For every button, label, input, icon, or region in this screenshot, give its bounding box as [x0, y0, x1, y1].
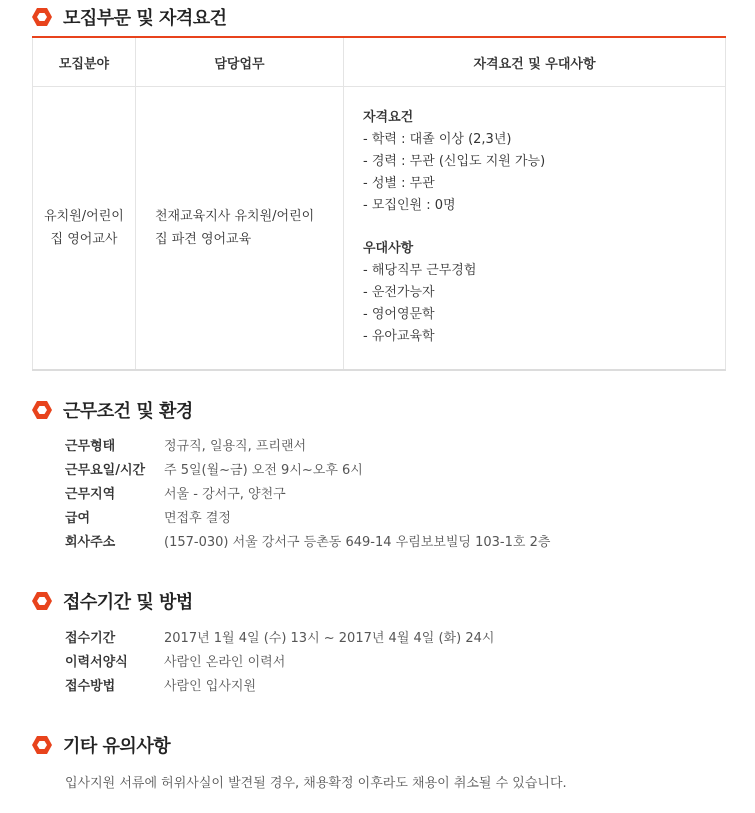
- item-label: 근무지역: [65, 486, 116, 502]
- recruit-table: [32, 36, 726, 371]
- field-cell: [33, 87, 136, 371]
- section-title-etc: [32, 733, 170, 757]
- item-value: (157-030) 서울 강서구 등촌동 649-14 우림보보빌딩 103-1호 2층: [164, 534, 551, 550]
- list-item: [65, 432, 550, 456]
- list-item: - 해당직무 근무경험: [363, 263, 477, 278]
- item-label: 접수방법: [65, 678, 116, 694]
- preferences-heading: 우대사항: [363, 241, 414, 256]
- list-item: - 영어영문학: [363, 307, 435, 322]
- hexagon-bullet-icon: [32, 592, 52, 610]
- item-value: 면접후 결정: [164, 510, 231, 526]
- duty-line: 집 파견 영어교육: [155, 232, 252, 247]
- list-item: [65, 624, 494, 648]
- header-duty: 담당업무: [136, 37, 344, 87]
- hexagon-bullet-icon: [32, 401, 52, 419]
- hexagon-bullet-icon: [32, 8, 52, 26]
- list-item: - 경력 : 무관 (신입도 지원 가능): [363, 154, 546, 169]
- item-label: 이력서양식: [65, 654, 128, 670]
- list-item: [65, 504, 550, 528]
- item-label: 접수기간: [65, 630, 116, 646]
- qualifications-cell: [344, 87, 726, 371]
- section-heading: 기타 유의사항: [63, 736, 171, 757]
- notice-text: 입사지원 서류에 허위사실이 발견될 경우, 채용확정 이후라도 채용이 취소될 수 있습니다.: [65, 776, 567, 791]
- list-item: - 유아교육학: [363, 329, 435, 344]
- section-heading: 접수기간 및 방법: [63, 592, 193, 613]
- item-value: 사람인 입사지원: [164, 678, 257, 694]
- item-label: 회사주소: [65, 534, 116, 550]
- duty-line: 천재교육지사 유치원/어린이: [155, 209, 315, 224]
- section-title-recruit: [32, 5, 227, 29]
- item-value: 서울 - 강서구, 양천구: [164, 486, 286, 502]
- spacer: [363, 217, 707, 238]
- list-item: [65, 528, 550, 552]
- field-line: 유치원/어린이: [44, 209, 124, 224]
- section-heading: 근무조건 및 환경: [63, 401, 193, 422]
- qualifications-heading: 자격요건: [363, 110, 414, 125]
- section-heading: 모집부문 및 자격요건: [63, 8, 227, 29]
- list-item: [65, 648, 494, 672]
- list-item: - 성별 : 무관: [363, 176, 435, 191]
- conditions-list: [65, 432, 550, 552]
- list-item: - 운전가능자: [363, 285, 435, 300]
- table-row: [33, 87, 726, 371]
- duty-cell: [136, 87, 344, 371]
- header-field: 모집분야: [33, 37, 136, 87]
- item-value: 정규직, 일용직, 프리랜서: [164, 438, 307, 454]
- list-item: [65, 480, 550, 504]
- item-label: 급여: [65, 510, 91, 526]
- list-item: - 모집인원 : 0명: [363, 198, 456, 213]
- section-title-application: [32, 589, 193, 613]
- list-item: - 학력 : 대졸 이상 (2,3년): [363, 132, 512, 147]
- list-item: [65, 672, 494, 696]
- list-item: [65, 456, 550, 480]
- section-title-conditions: [32, 398, 193, 422]
- item-label: 근무요일/시간: [65, 462, 146, 478]
- field-line: 집 영어교사: [50, 232, 118, 247]
- item-value: 주 5일(월~금) 오전 9시~오후 6시: [164, 462, 363, 478]
- header-qualifications: 자격요건 및 우대사항: [344, 37, 726, 87]
- item-label: 근무형태: [65, 438, 116, 454]
- item-value: 2017년 1월 4일 (수) 13시 ~ 2017년 4월 4일 (화) 24시: [164, 630, 495, 646]
- hexagon-bullet-icon: [32, 736, 52, 754]
- application-list: [65, 624, 494, 696]
- item-value: 사람인 온라인 이력서: [164, 654, 286, 670]
